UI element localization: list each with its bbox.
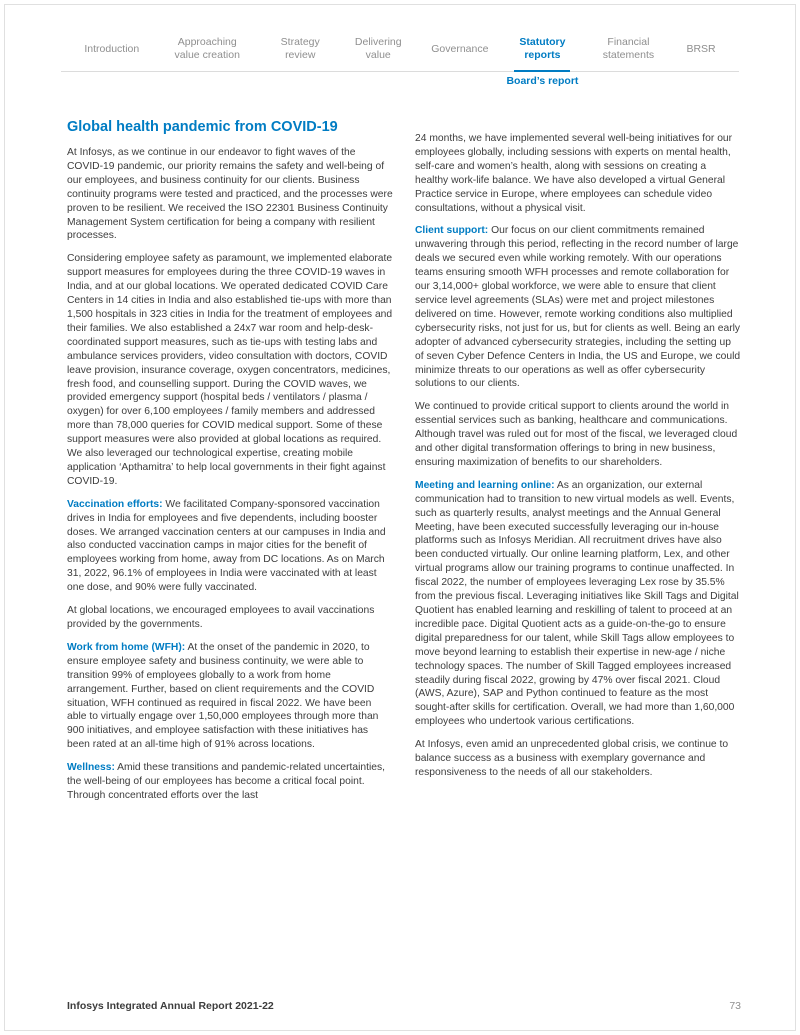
paragraph-text: At Infosys, as we continue in our endeavor to fight waves of the COVID-19 pandemic, our priority remains the safety and well-being of our employees, and business continuity for our clients. Business continuity programs were tested and practiced, and the processes were proven to be resilient. We received the ISO 22301 Business Continuity Management System certification for being a company with resilient processes. xyxy=(67,147,393,242)
tab-brsr[interactable] xyxy=(686,29,715,71)
paragraph xyxy=(67,604,393,632)
right-column xyxy=(415,118,741,812)
tab-label: Approaching value creation xyxy=(174,36,240,61)
paragraph xyxy=(67,498,393,595)
tab-bar xyxy=(61,29,739,87)
paragraph-text: Amid these transitions and pandemic-related uncertainties, the well-being of our employees has become a critical focal point. Through concentrated efforts over the last xyxy=(67,762,386,801)
paragraph xyxy=(67,146,393,243)
paragraph-text: At the onset of the pandemic in 2020, to ensure employee safety and business continuity, we were able to transition 99% of employees globally to a work from home arrangement. Further, based on client requirements and the COVID situation, WFH continued as required in fiscal 2022. We have been able to virtually engage over 1,50,000 employees through more than 900 initiatives, and employee satisfaction with these initiatives has been rated at an all-time high of 91% across locations. xyxy=(67,641,379,751)
left-column xyxy=(67,118,393,812)
tab-label: Introduction xyxy=(84,42,140,55)
paragraph-text: At global locations, we encouraged employees to avail vaccinations provided by the governments. xyxy=(67,605,375,630)
tab-label: BRSR xyxy=(686,42,716,55)
paragraph xyxy=(415,132,741,215)
tab-governance[interactable] xyxy=(431,29,488,71)
tab-label: Financial statements xyxy=(602,36,655,61)
paragraph xyxy=(67,761,393,803)
tab-label: Governance xyxy=(431,42,489,55)
top-navigation xyxy=(61,29,739,87)
tab-delivering-value[interactable] xyxy=(351,29,405,71)
article-body xyxy=(5,118,795,812)
tab-financial-statements[interactable] xyxy=(596,29,660,71)
tab-approaching-value-creation[interactable] xyxy=(165,29,249,71)
tab-introduction[interactable] xyxy=(84,29,139,71)
paragraph-text: We continued to provide critical support to clients around the world in essential services such as banking, healthcare and communications. Although travel was ruled out for most of the fiscal, we leveraged cloud and other digital transformation offerings to bring in new business, ensuring maximization of benefits to our shareholders. xyxy=(415,401,738,468)
tab-strategy-review[interactable] xyxy=(275,29,325,71)
paragraph-text: As an organization, our external communication had to transition to new virtual models as well. Events, such as quarterly results, analyst meetings and the Annual General Meeting, have been executed successfully leveraging our in-house platforms such as Infosys Meridian. All recruitment drives have also been conducted virtually. Our online learning platform, Lex, and other virtual programs allow our training programs to continue unaffected. In fiscal 2022, the number of employees leveraging Lex rose by 35.5% from the previous fiscal. Leveraging initiatives like Skill Tags and Digital Quotient has enabled learning and reskilling of talent to proceed at an incredible pace. Digital Quotient acts as a guide-on-the-go to ensure digital preparedness for our talent, while Skill Tags allow employees to move beyond learning to establish their expertise in new-age / niche technology spaces. The number of Skill Tagged employees increased steadily during fiscal 2022, growing by 47% over fiscal 2021. Cloud (AWS, Azure), SAP and Python continued to feature as the most sought-after skills for certification. Overall, we had more than 1,60,000 employees who undertook various certifications. xyxy=(415,479,739,728)
page xyxy=(4,4,796,1031)
paragraph-text: Considering employee safety as paramount, we implemented elaborate support measures for employees during the three COVID-19 waves in India, and at our global locations. We operated dedicated COVID Care Centers in 14 cities in India and also established tie-ups with more than 1,500 hospitals in 323 cities in India for the treatment of employees and their families. We also established a 24x7 war room and help-desk-coordinated support measures, such as tie-ups with testing labs and ambulance services providers, video consultation with doctors, COVID leave provision, insurance coverage, oxygen concentrators, medicines, fresh food, and counselling support. During the COVID waves, we provided emergency support (hospital beds / ventilators / plasma / oxygen) for over 6,100 employees / family members and addressed more than 78,000 queries for COVID medical support. Some of these support measures were also provided at global locations as required. We also leveraged our technological expertise, creating mobile application ‘Apthamitra’ to help local governments in their fight against COVID-19. xyxy=(67,253,393,487)
paragraph-lead: Vaccination efforts: xyxy=(67,498,163,510)
paragraph-lead: Client support: xyxy=(415,225,489,237)
tab-label: Strategy review xyxy=(280,36,320,61)
paragraph-lead: Work from home (WFH): xyxy=(67,641,186,653)
paragraph xyxy=(415,479,741,729)
section-heading: Global health pandemic from COVID-19 xyxy=(67,119,338,135)
paragraph xyxy=(415,400,741,470)
paragraph-text: At Infosys, even amid an unprecedented global crisis, we continue to balance success as a business with exemplary governance and responsiveness to the needs of all our stakeholders. xyxy=(415,739,729,778)
page-footer xyxy=(67,1000,741,1012)
tab-label: Delivering value xyxy=(354,36,402,61)
subnav-boards-report[interactable]: Board’s report xyxy=(506,75,579,87)
paragraph-text: Our focus on our client commitments remained unwavering through this period, reflecting in the record number of large deals we secured even while working remotely. With our operations teams ensuring smooth WFH processes and remote collaboration for our 3,14,000+ global workforce, we were able to ensure that client service level agreements (SLAs) were met and project milestones delivered on time. However, remote working conditions also multiplied cybersecurity risks, not just for us, but for clients as well. Being an early adopter of advanced cybersecurity strategies, including the setting up of seven Cyber Defence Centers in India, the US and Europe, we could minimize threats to our operations as well as offer cybersecurity solutions to our clients. xyxy=(415,225,741,390)
paragraph-lead: Wellness: xyxy=(67,762,115,774)
tab-label: Statutory reports xyxy=(519,36,566,61)
paragraph xyxy=(67,641,393,752)
page-number: 73 xyxy=(729,1000,741,1012)
paragraph-text: We facilitated Company-sponsored vaccination drives in India for employees and five dependents, including booster doses. We arranged vaccination centers at our campuses in India and also conducted vaccination camps in major cities for the benefit of employees working from home, away from DC locations. As on March 31, 2022, 96.1% of employees in India were vaccinated with at least one dose, and 90% were fully vaccinated. xyxy=(67,498,386,594)
paragraph-lead: Meeting and learning online: xyxy=(415,479,555,491)
paragraph xyxy=(67,252,393,488)
report-title: Infosys Integrated Annual Report 2021-22 xyxy=(67,1000,274,1012)
paragraph xyxy=(415,738,741,780)
paragraph xyxy=(415,224,741,391)
paragraph-text: 24 months, we have implemented several well-being initiatives for our employees globally, including sessions with experts on mental health, self-care and women’s health, along with sessions on creating a healthy work-life balance. We have also developed a virtual General Practice service in Europe, where employees can schedule video consultations, without a physical visit. xyxy=(415,133,733,214)
tab-statutory-reports[interactable] xyxy=(506,29,579,87)
